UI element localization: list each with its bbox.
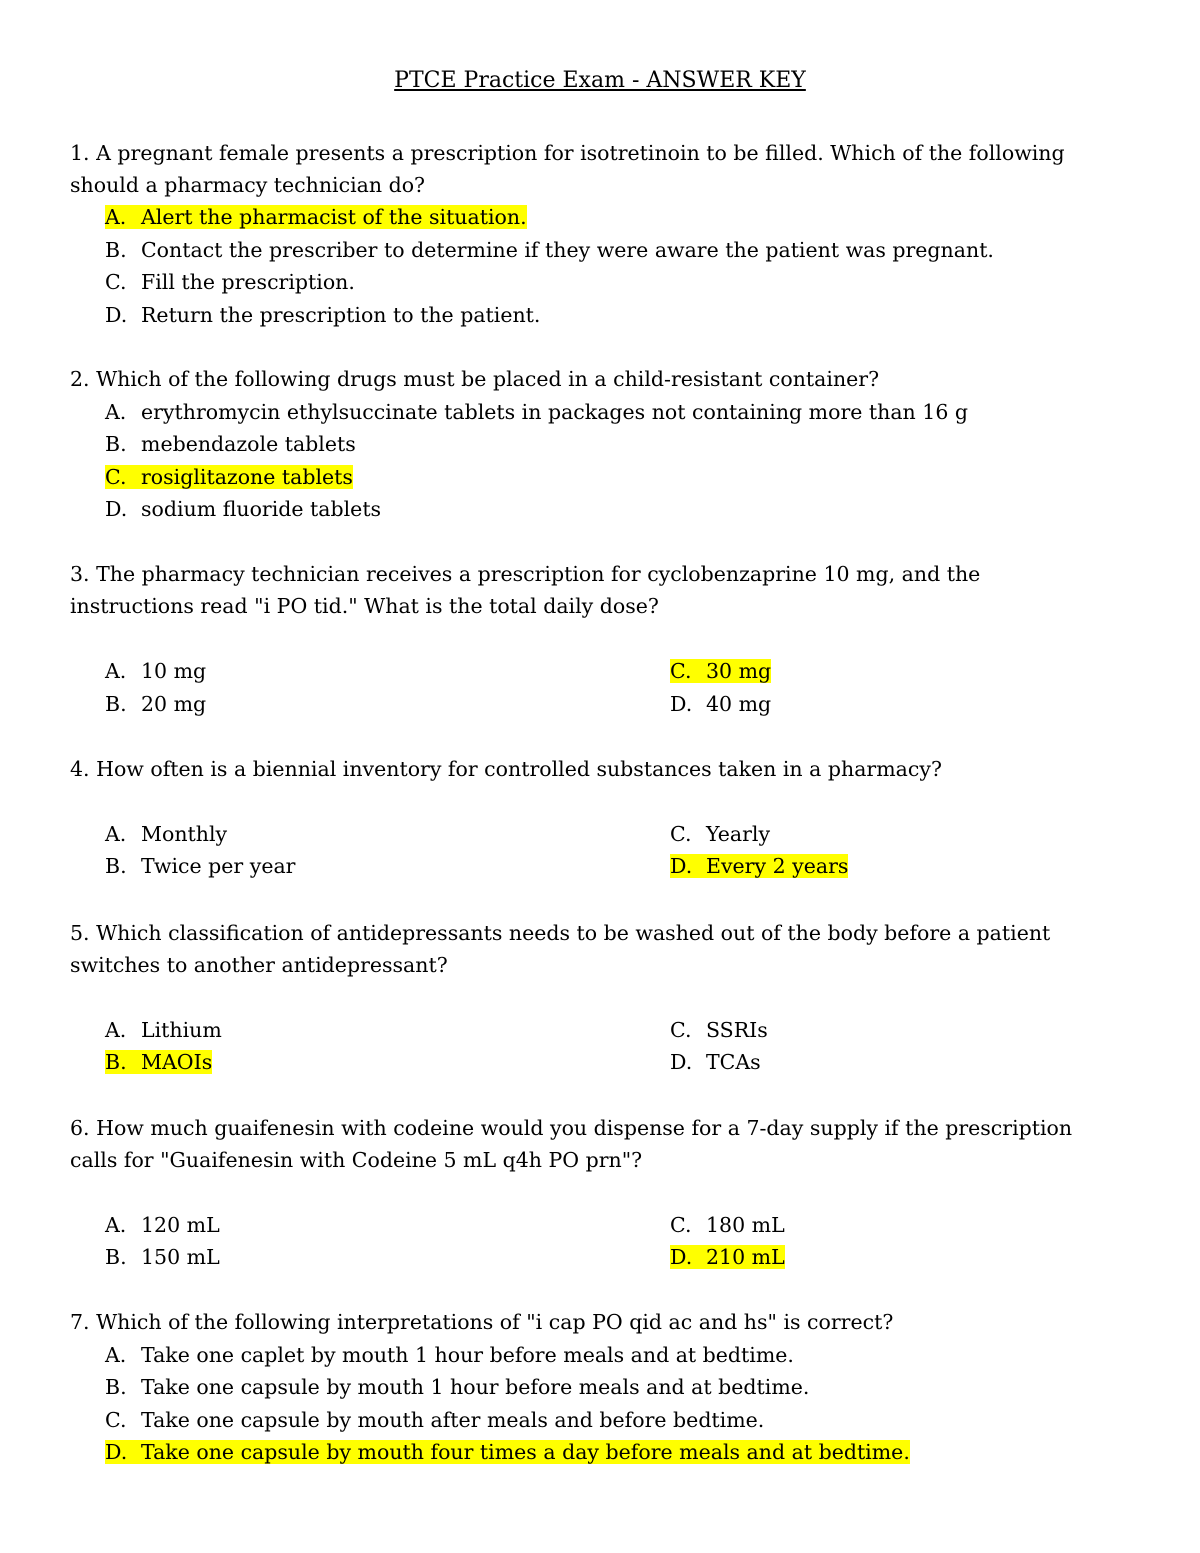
question-7-text-line-1: 7. Which of the following interpretations of "i cap PO qid ac and hs" is correct? [70,1310,894,1334]
question-6-option-c [670,1210,785,1240]
question-7-option-d [105,1437,910,1467]
option-letter: D. [670,692,693,716]
question-7-option-c [105,1405,764,1435]
question-3-option-d [670,689,771,719]
option-letter: A. [105,822,127,846]
option-text: 10 mg [141,659,207,683]
correct-answer-highlight [670,854,848,878]
option-text: Take one capsule by mouth 1 hour before meals and at bedtime. [141,1375,810,1399]
option-text: Fill the prescription. [141,270,355,294]
option-letter: D. [105,497,128,521]
option-letter: D. [105,1440,128,1464]
question-5-text-line-1: 5. Which classification of antidepressants needs to be washed out of the body before a patient [70,921,1051,945]
option-text: rosiglitazone tablets [141,465,353,489]
option-letter: A. [105,1018,127,1042]
question-7-option-a [105,1340,794,1370]
option-letter: A. [105,1213,127,1237]
option-letter: D. [670,1245,693,1269]
question-4-option-a [105,819,227,849]
question-5-option-b [105,1047,212,1077]
option-text: 150 mL [141,1245,220,1269]
option-text: Take one caplet by mouth 1 hour before meals and at bedtime. [141,1343,794,1367]
option-letter: C. [105,270,127,294]
option-letter: A. [105,400,127,424]
option-letter: C. [105,465,127,489]
question-5-option-c [670,1015,768,1045]
option-letter: C. [670,659,692,683]
question-5-option-d [670,1047,761,1077]
option-text: 210 mL [706,1245,785,1269]
question-5-option-a [105,1015,222,1045]
question-1-option-a [105,202,527,232]
option-text: 30 mg [706,659,772,683]
option-text: Twice per year [141,854,296,878]
option-text: 180 mL [706,1213,785,1237]
correct-answer-highlight [670,1245,785,1269]
option-text: Yearly [706,822,771,846]
question-3-option-a [105,656,206,686]
option-letter: B. [105,238,127,262]
question-2-option-c [105,462,353,492]
option-text: Return the prescription to the patient. [141,303,541,327]
question-3-option-c [670,656,771,686]
question-4-text-line-1: 4. How often is a biennial inventory for controlled substances taken in a pharmacy? [70,757,942,781]
option-letter: D. [105,303,128,327]
question-1-option-b [105,235,994,265]
option-text: 40 mg [706,692,772,716]
question-1-text-line-1: 1. A pregnant female presents a prescription for isotretinoin to be filled. Which of the following [70,141,1065,165]
option-text: MAOIs [141,1050,213,1074]
option-letter: C. [670,822,692,846]
question-2-option-a [105,397,968,427]
question-2-text-line-1: 2. Which of the following drugs must be placed in a child-resistant container? [70,367,880,391]
option-text: Take one capsule by mouth after meals and before bedtime. [141,1408,765,1432]
option-letter: C. [670,1018,692,1042]
option-text: 20 mg [141,692,207,716]
option-letter: D. [670,1050,693,1074]
question-6-text-line-2: calls for "Guaifenesin with Codeine 5 mL q4h PO prn"? [70,1148,643,1172]
option-text: TCAs [706,1050,761,1074]
correct-answer-highlight [105,205,527,229]
option-letter: B. [105,1050,127,1074]
option-text: Alert the pharmacist of the situation. [141,205,527,229]
question-6-option-d [670,1242,785,1272]
question-3-option-b [105,689,206,719]
question-7-option-b [105,1372,809,1402]
question-3-text-line-1: 3. The pharmacy technician receives a prescription for cyclobenzaprine 10 mg, and the [70,562,981,586]
question-6-text-line-1: 6. How much guaifenesin with codeine would you dispense for a 7-day supply if the prescription [70,1116,1073,1140]
question-4-option-d [670,851,848,881]
question-6-option-b [105,1242,220,1272]
option-letter: B. [105,1245,127,1269]
option-text: Every 2 years [706,854,849,878]
question-4-option-c [670,819,770,849]
option-letter: C. [670,1213,692,1237]
page-title: PTCE Practice Exam - ANSWER KEY [394,68,806,93]
question-5-text-line-2: switches to another antidepressant? [70,953,448,977]
correct-answer-highlight [105,1440,910,1464]
question-3-text-line-2: instructions read "i PO tid." What is the total daily dose? [70,594,659,618]
question-2-option-b [105,429,356,459]
option-letter: A. [105,205,127,229]
option-text: Monthly [141,822,228,846]
option-letter: D. [670,854,693,878]
option-letter: C. [105,1408,127,1432]
question-1-text-line-2: should a pharmacy technician do? [70,173,426,197]
option-text: 120 mL [141,1213,220,1237]
option-letter: A. [105,659,127,683]
option-letter: B. [105,854,127,878]
option-text: erythromycin ethylsuccinate tablets in packages not containing more than 16 g [141,400,968,424]
question-4-option-b [105,851,295,881]
question-1-option-c [105,267,355,297]
correct-answer-highlight [105,1050,212,1074]
question-2-option-d [105,494,381,524]
option-text: Lithium [141,1018,222,1042]
question-6-option-a [105,1210,220,1240]
correct-answer-highlight [670,659,771,683]
option-text: Contact the prescriber to determine if they were aware the patient was pregnant. [141,238,994,262]
correct-answer-highlight [105,465,353,489]
option-text: Take one capsule by mouth four times a day before meals and at bedtime. [141,1440,910,1464]
option-letter: B. [105,692,127,716]
option-text: mebendazole tablets [141,432,356,456]
question-1-option-d [105,300,540,330]
option-text: sodium fluoride tablets [141,497,382,521]
option-text: SSRIs [706,1018,768,1042]
option-letter: A. [105,1343,127,1367]
option-letter: B. [105,432,127,456]
option-letter: B. [105,1375,127,1399]
